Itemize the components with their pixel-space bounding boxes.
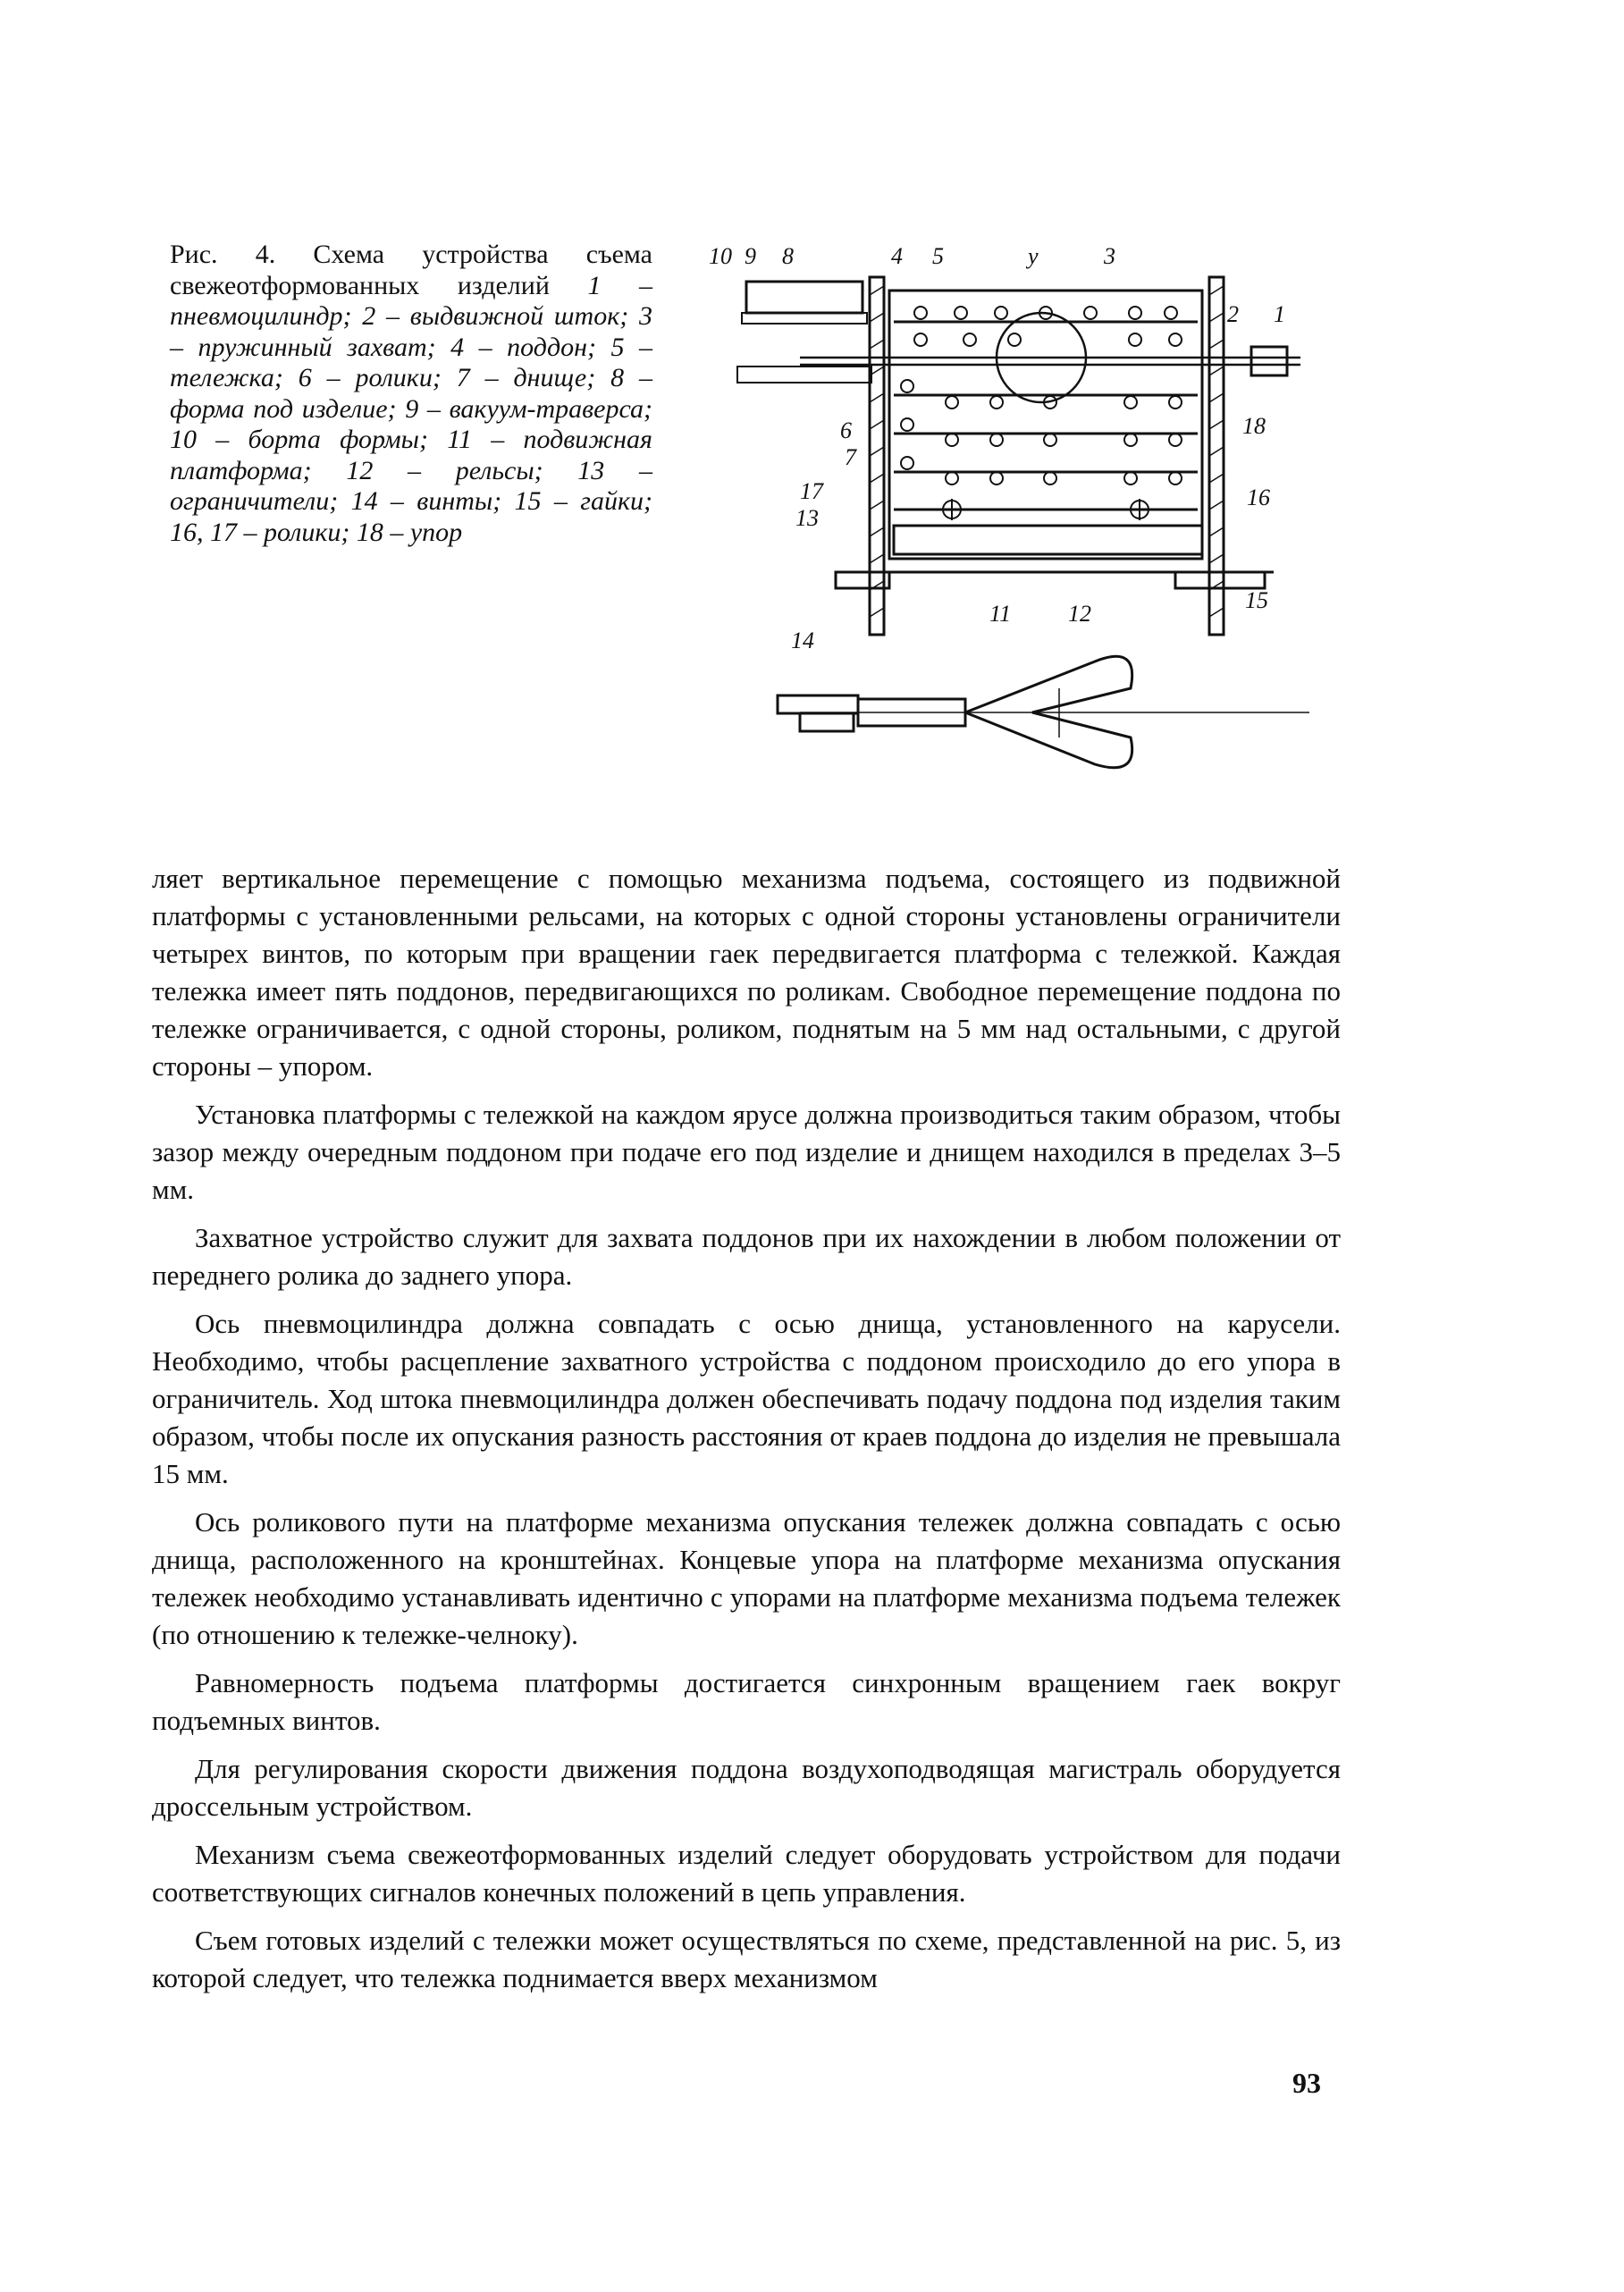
paragraph-2: Установка платформы с тележкой на каждом ярусе должна производиться таким образом, чтобы зазор между очередным поддоном при подаче его под изделие и днищем находился в пределах 3–5 мм. — [152, 1099, 1341, 1205]
paragraph-3: Захватное устройство служит для захвата поддонов при их нахождении в любом положении от переднего ролика до заднего упора. — [152, 1222, 1341, 1291]
label-11: 11 — [989, 601, 1012, 627]
pneumo-cylinder — [1251, 347, 1287, 375]
body-text — [152, 860, 1341, 2008]
label-17: 17 — [800, 478, 823, 504]
figure-caption — [170, 240, 652, 548]
mechanism-schematic — [693, 241, 1309, 796]
paragraph-4: Ось пневмоцилиндра должна совпадать с осью днища, установленного на карусели. Необходимо, чтобы расцепление захватного устройства с поддоном происходило до его упора в ограничитель. Ход штока пневмоцилиндра должен обеспечивать подачу поддона под изделия таким образом, чтобы после их опускания разность расстояния от краев поддона до изделия не превышала 15 мм. — [152, 1308, 1341, 1489]
paragraph-5: Ось роликового пути на платформе механизма опускания тележек должна совпадать с осью днища, расположенного на кронштейнах. Концевые упора на платформе механизма опускания тележек необходимо устанавливать идентично с упорами на платформе механизма подъема тележек (по отношению к тележке-челноку). — [152, 1506, 1341, 1650]
figure-caption-title: Рис. 4. Схема устройства съема свежеотформованных изделий — [170, 240, 652, 300]
figure-diagram — [693, 241, 1309, 796]
mould — [746, 282, 862, 313]
left-post — [870, 277, 884, 635]
label-8: 8 — [782, 243, 794, 269]
paragraph-7: Для регулирования скорости движения поддона воздухоподводящая магистраль оборудуется дроссельным устройством. — [152, 1753, 1341, 1822]
label-9: 9 — [745, 243, 756, 269]
label-3: 3 — [1104, 243, 1115, 269]
right-post — [1209, 277, 1224, 635]
cart-frame — [889, 291, 1202, 559]
label-16: 16 — [1247, 485, 1270, 510]
label-4: 4 — [891, 243, 903, 269]
label-10: 10 — [709, 243, 732, 269]
label-15: 15 — [1245, 587, 1268, 613]
label-14: 14 — [791, 628, 814, 653]
paragraph-6: Равномерность подъема платформы достигается синхронным вращением гаек вокруг подъемных винтов. — [152, 1667, 1341, 1736]
page-number: 93 — [1292, 2067, 1321, 2099]
figure-caption-legend: 1 – пневмоцилиндр; 2 – выдвижной шток; 3 – пружинный захват; 4 – поддон; 5 – тележка; 6 – ролики; 7 – днище; 8 – форма под изделие; 9 – вакуум-траверса; 10 – борта формы; 11 – подвижная платформа; 12 – рельсы; 13 – ограничители; 14 – винты; 15 – гайки; 16, 17 – ролики; 18 – упор — [170, 270, 653, 547]
paragraph-9: Съем готовых изделий с тележки может осуществляться по схеме, представленной на рис. 5, из которой следует, что тележка поднимается вверх механизмом — [152, 1925, 1341, 1993]
label-5: 5 — [932, 243, 944, 269]
moving-platform — [894, 526, 1202, 554]
label-2: 2 — [1227, 301, 1239, 327]
label-12: 12 — [1068, 601, 1091, 627]
label-y: y — [1028, 243, 1039, 269]
label-7: 7 — [845, 444, 856, 470]
paragraph-8: Механизм съема свежеотформованных изделий следует оборудовать устройством для подачи соответствующих сигналов конечных положений в цепь управления. — [152, 1839, 1341, 1908]
label-18: 18 — [1242, 413, 1266, 439]
label-13: 13 — [795, 505, 819, 531]
grip-detail-bottom — [778, 656, 1309, 767]
label-1: 1 — [1274, 301, 1285, 327]
label-6: 6 — [840, 417, 852, 443]
paragraph-1: ляет вертикальное перемещение с помощью механизма подъема, состоящего из подвижной платформы с установленными рельсами, на которых с одной стороны установлены ограничители четырех винтов, по которым при вращении гаек передвигается платформа с тележкой. Каждая тележка имеет пять поддонов, передвигающихся по роликам. Свободное перемещение поддона по тележке ограничивается, с одной стороны, роликом, поднятым на 5 мм над остальными, с другой стороны – упором. — [152, 863, 1341, 1082]
